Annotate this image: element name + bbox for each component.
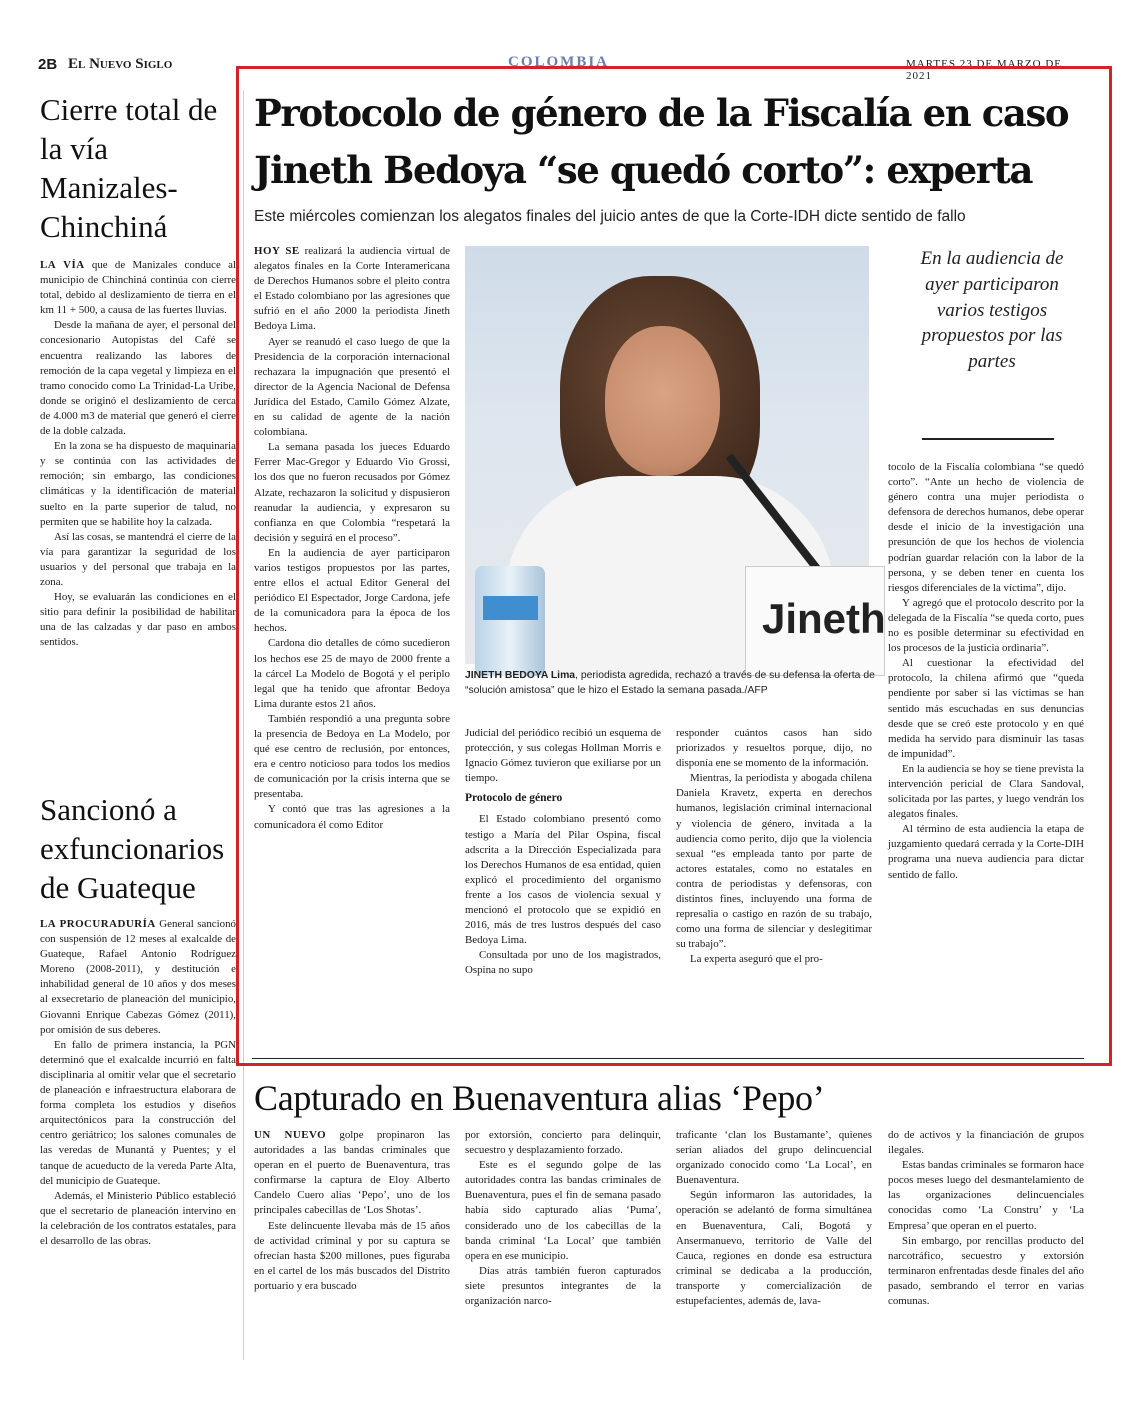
main-column-3 [676,726,872,968]
paragraph: Estas bandas criminales se formaron hace pocos meses luego del desmantelamiento de las organizaciones delincuenciales conocidas como ‘La Constru’ y ‘La Empresa’ que operan en el puerto. [888,1159,1084,1232]
main-column-2 [465,726,661,979]
section-name: COLOMBIA [508,54,610,70]
paragraph: LA PROCURADURÍA General sancionó con suspensión de 12 meses al exalcalde de Guateque, Rafael Antonio Rodríguez Moreno (2008-2011), y destitución e inhabilidad general de 10 años y dos meses al exsecretario de planeación del municipio, Giovanni Enrique Cabezas Gómez (2011), por omisión de sus deberes. [40,918,236,1036]
paragraph: por extorsión, concierto para delinquir, secuestro y desplazamiento forzado. [465,1129,661,1157]
headline-sanction: Sancionó a exfuncionarios de Guateque [40,792,225,905]
issue-date: MARTES 23 DE MARZO DE 2021 [906,58,1063,82]
paragraph: Este es el segundo golpe de las autoridades contra las bandas criminales de Buenaventura, pues el fin de semana pasado había sido capturado alias ‘Puma’, considerado uno de los cabecillas de la banda criminal ‘La Local’ que también opera en ese municipio. [465,1159,661,1262]
bottom-column-4 [888,1128,1084,1309]
paragraph: En la zona se ha dispuesto de maquinaria y se continúa con las actividades de remoción; sin embargo, las condiciones climáticas y la identificación de material suelto en la parte superior de talud, no permiten que se habilite hoy la calzada. [40,440,236,528]
paragraph: Y agregó que el protocolo descrito por la delegada de la Fiscalía “se queda corto, pues no es posible determinar su efectividad en los procesos de la justicia ordinaria”. [888,596,1084,655]
lead-in: LA VÍA [40,259,85,271]
paragraph: Hoy, se evaluarán las condiciones en el sitio para definir la posibilidad de habilitar una de las calzadas y dar paso en ambos sentidos. [40,591,236,649]
paragraph: Al término de esta audiencia la etapa de juzgamiento quedará cerrada y la Corte-DIH programa una nueva audiencia para dictar sentido de fallo. [888,823,1084,881]
paragraph: Mientras, la periodista y abogada chilena Daniela Kravetz, experta en derechos humanos, legislación criminal internacional y violencia de género, invitada a la audiencia como perito, dijo que la violencia sexual “es empleada tanto por parte de actores estatales, como no estatales en contra de periodistas y defensoras, con distintos fines, incluyendo una forma de represalia o castigo en razón de su trabajo, como una forma de silenciar y deslegitimar su trabajo”. [676,772,872,951]
newspaper-name: El Nuevo Siglo [68,56,173,72]
paragraph: Cardona dio detalles de cómo sucedieron los hechos ese 25 de mayo de 2000 frente a la cárcel La Modelo de Bogotá y el periplo legal que ha tenido que afrontar Bedoya Lima durante estos 21 años. [254,637,450,710]
paragraph: El Estado colombiano presentó como testigo a María del Pilar Ospina, fiscal adscrita a la Dirección Especializada para los Derechos Humanos de esa entidad, quien explicó el procedimiento del organismo frente a los casos de violencia sexual y mencionó el protocolo que se expidió en 2016, más de tres lustros después del caso Bedoya Lima. [465,813,661,947]
paragraph: Días atrás también fueron capturados siete presuntos integrantes de la organización narco- [465,1264,661,1308]
photo-caption [465,668,875,698]
left-article-sanction-body [40,917,236,1249]
bottom-column-3 [676,1128,872,1309]
paragraph: En fallo de primera instancia, la PGN determinó que el exalcalde incurrió en falta disciplinaria al omitir velar que el secretario de planeación e infraestructura elaborara de forma completa los estudios y diseños arquitectónicos para la construcción del centro geriátrico; los salones comunales de las veredas de Munantá y Puentes; y el tanque de acueducto de la vereda Parte Alta, del municipio de Guateque. [40,1038,236,1187]
paragraph: Al cuestionar la efectividad del protocolo, la chilena afirmó que “queda pendiente por saber si las víctimas se han sentido más escuchadas en sus denuncias desde que se creó este protocolo y en qué medida ha servido para disminuir las tasas de impunidad”. [888,657,1084,760]
caption-name: JINETH BEDOYA Lima [465,670,576,681]
photo-water-bottle [475,566,545,676]
bottom-headline: Capturado en Buenaventura alias ‘Pepo’ [254,1078,825,1118]
paragraph: responder cuántos casos han sido priorizados y resueltos porque, dijo, no disponía ene se momento de la información. [676,727,872,770]
paragraph: Así las cosas, se mantendrá el cierre de la vía para garantizar la seguridad de los usuarios y del personal que trabaja en la zona. [40,530,236,588]
paragraph: LA VÍA que de Manizales conduce al municipio de Chinchiná continúa con cierre total, debido al deslizamiento de tierra en el km 11 + 500, a causa de las fuertes lluvias. [40,259,236,317]
photo-bottle-label [483,596,538,620]
photo-jineth-bedoya [465,246,886,664]
paragraph: Sin embargo, por rencillas producto del narcotráfico, secuestro y extorsión terminaron enfrentadas desde finales del año pasado, sembrando el terror en varias comunas. [888,1234,1084,1308]
paragraph: Este delincuente llevaba más de 15 años de actividad criminal y por su captura se ofrecían hasta $200 millones, pues figuraba en el cartel de los más buscados del Distrito portuario y era buscado [254,1219,450,1292]
left-article-sanction [40,790,236,1249]
paragraph: Y contó que tras las agresiones a la comunicadora él como Editor [254,803,450,831]
paragraph: do de activos y la financiación de grupos ilegales. [888,1129,1084,1157]
main-headline-line2: Jineth Bedoya “se quedó corto”: experta [254,148,1033,192]
paragraph: Judicial del periódico recibió un esquema de protección, y sus colegas Hollman Morris e Ignacio Gómez tuvieron que exiliarse por un tiempo. [465,727,661,785]
paragraph: Según informaron las autoridades, la operación se adelantó de forma simultánea en Buenaventura, Cali, Bogotá y Ansermanuevo, territorio de Valle del Cauca, regiones en donde esa estructura criminal se dedicaba a la producción, transporte y comercialización de estupefacientes, además de, lava- [676,1189,872,1308]
paragraph: La semana pasada los jueces Eduardo Ferrer Mac-Gregor y Eduardo Vio Grossi, los dos que no fueron recusados por Gómez Alzate, rechazaron la solicitud y dispusieron reanudar la audiencia, y expresaron su confianza en que Colombia “respetará la decisión y seguirá en el proceso”. [254,441,450,544]
subhead-protocol: Protocolo de género [465,792,563,805]
main-deck: Este miércoles comienzan los alegatos finales del juicio antes de que la Corte-IDH dicte sentido de fallo [254,208,966,225]
left-article-closure [40,90,236,650]
paragraph: UN NUEVO golpe propinaron las autoridades a las bandas criminales que operan en el puerto de Buenaventura, tras confirmarse la captura de Eloy Alberto Candelo Cuero alias ‘Pepo’, uno de los principales cabecillas de ‘Los Shotas’. [254,1129,450,1217]
paragraph: tocolo de la Fiscalía colombiana “se quedó corto”. “Ante un hecho de violencia de género contra una mujer periodista o defensora de derechos humanos, debe operar desde el inicio de la investigación una presunción de que los hechos de violencia podrían guardar relación con la labor de la persona, y se deben tener en cuenta los riesgos diferenciales de la víctima”, dijo. [888,461,1084,594]
lead-in: HOY SE [254,245,300,257]
paragraph: Ayer se reanudó el caso luego de que la Presidencia de la corporación internacional rechazara la impugnación que presentó el director de la Agencia Nacional de Defensa Jurídica del Estado, Camilo Gómez Alzate, en su calidad de agente de la nación colombiana. [254,335,450,439]
main-headline-line1: Protocolo de género de la Fiscalía en caso [254,91,1069,135]
paragraph: También respondió a una pregunta sobre la presencia de Bedoya en La Modelo, por qué ese centro de reclusión, por entonces, era e centro noticioso para todos los medios de comunicación por la crisis interna que se presentaba. [254,712,450,801]
pull-quote-rule [922,438,1054,440]
lead-in: LA PROCURADURÍA [40,918,156,930]
bottom-column-2 [465,1128,661,1309]
paragraph: Desde la mañana de ayer, el personal del concesionario Autopistas del Café se encuentra realizando las labores de remoción de la capa vegetal y limpieza en el tramo conocido como La Trinidad-La Uribe, donde se originó el deslizamiento de cerca de 4.000 m3 de material que generó el cierre de la doble calzada. [40,319,236,438]
photo-nameplate: Jineth [745,566,885,676]
lead-in: UN NUEVO [254,1129,327,1141]
paragraph: HOY SE realizará la audiencia virtual de alegatos finales en la Corte Interamericana de Derechos Humanos sobre el pleito contra el Estado colombiano por las agresiones que sufrió en el año 2000 la periodista Jineth Bedoya Lima. [254,245,450,333]
paragraph: La experta aseguró que el pro- [690,953,823,966]
story-separator [252,1058,1084,1059]
page-number: 2B [38,56,58,73]
main-column-1 [254,244,450,833]
paragraph: traficante ‘clan los Bustamante’, quienes serían aliados del grupo delincuencial organizado conocido como ‘La Local’, en Buenaventura. [676,1129,872,1187]
main-column-4 [888,460,1084,883]
pull-quote: En la audiencia de ayer participaron varios testigos propuestos por las partes [920,248,1064,373]
paragraph: En la audiencia de ayer participaron varios testigos propuestos por las partes, entre ellos el actual Editor General del periódico El Espectador, Jorge Cardona, jefe de la comunicadora para la época de los hechos. [254,546,450,635]
bottom-column-1 [254,1128,450,1294]
left-article-closure-body [40,258,236,650]
headline-road-closure: Cierre total de la vía Manizales-Chinchiná [40,92,218,244]
paragraph: Consultada por uno de los magistrados, Ospina no supo [465,949,661,977]
paragraph: Además, el Ministerio Público estableció que el secretario de planeación intervino en la celebración de los contratos estatales, para el desarrollo de las obras. [40,1189,236,1247]
caption-text: , periodista agredida, rechazó a través de su defensa la oferta de “solución amistosa” que le hizo el Estado la semana pasada./AFP [465,670,875,696]
paragraph: En la audiencia se hoy se tiene prevista la intervención pericial de Clara Sandoval, solicitada por las partes, y luego vendrán los alegatos finales. [888,762,1084,821]
photo-face [605,326,720,476]
